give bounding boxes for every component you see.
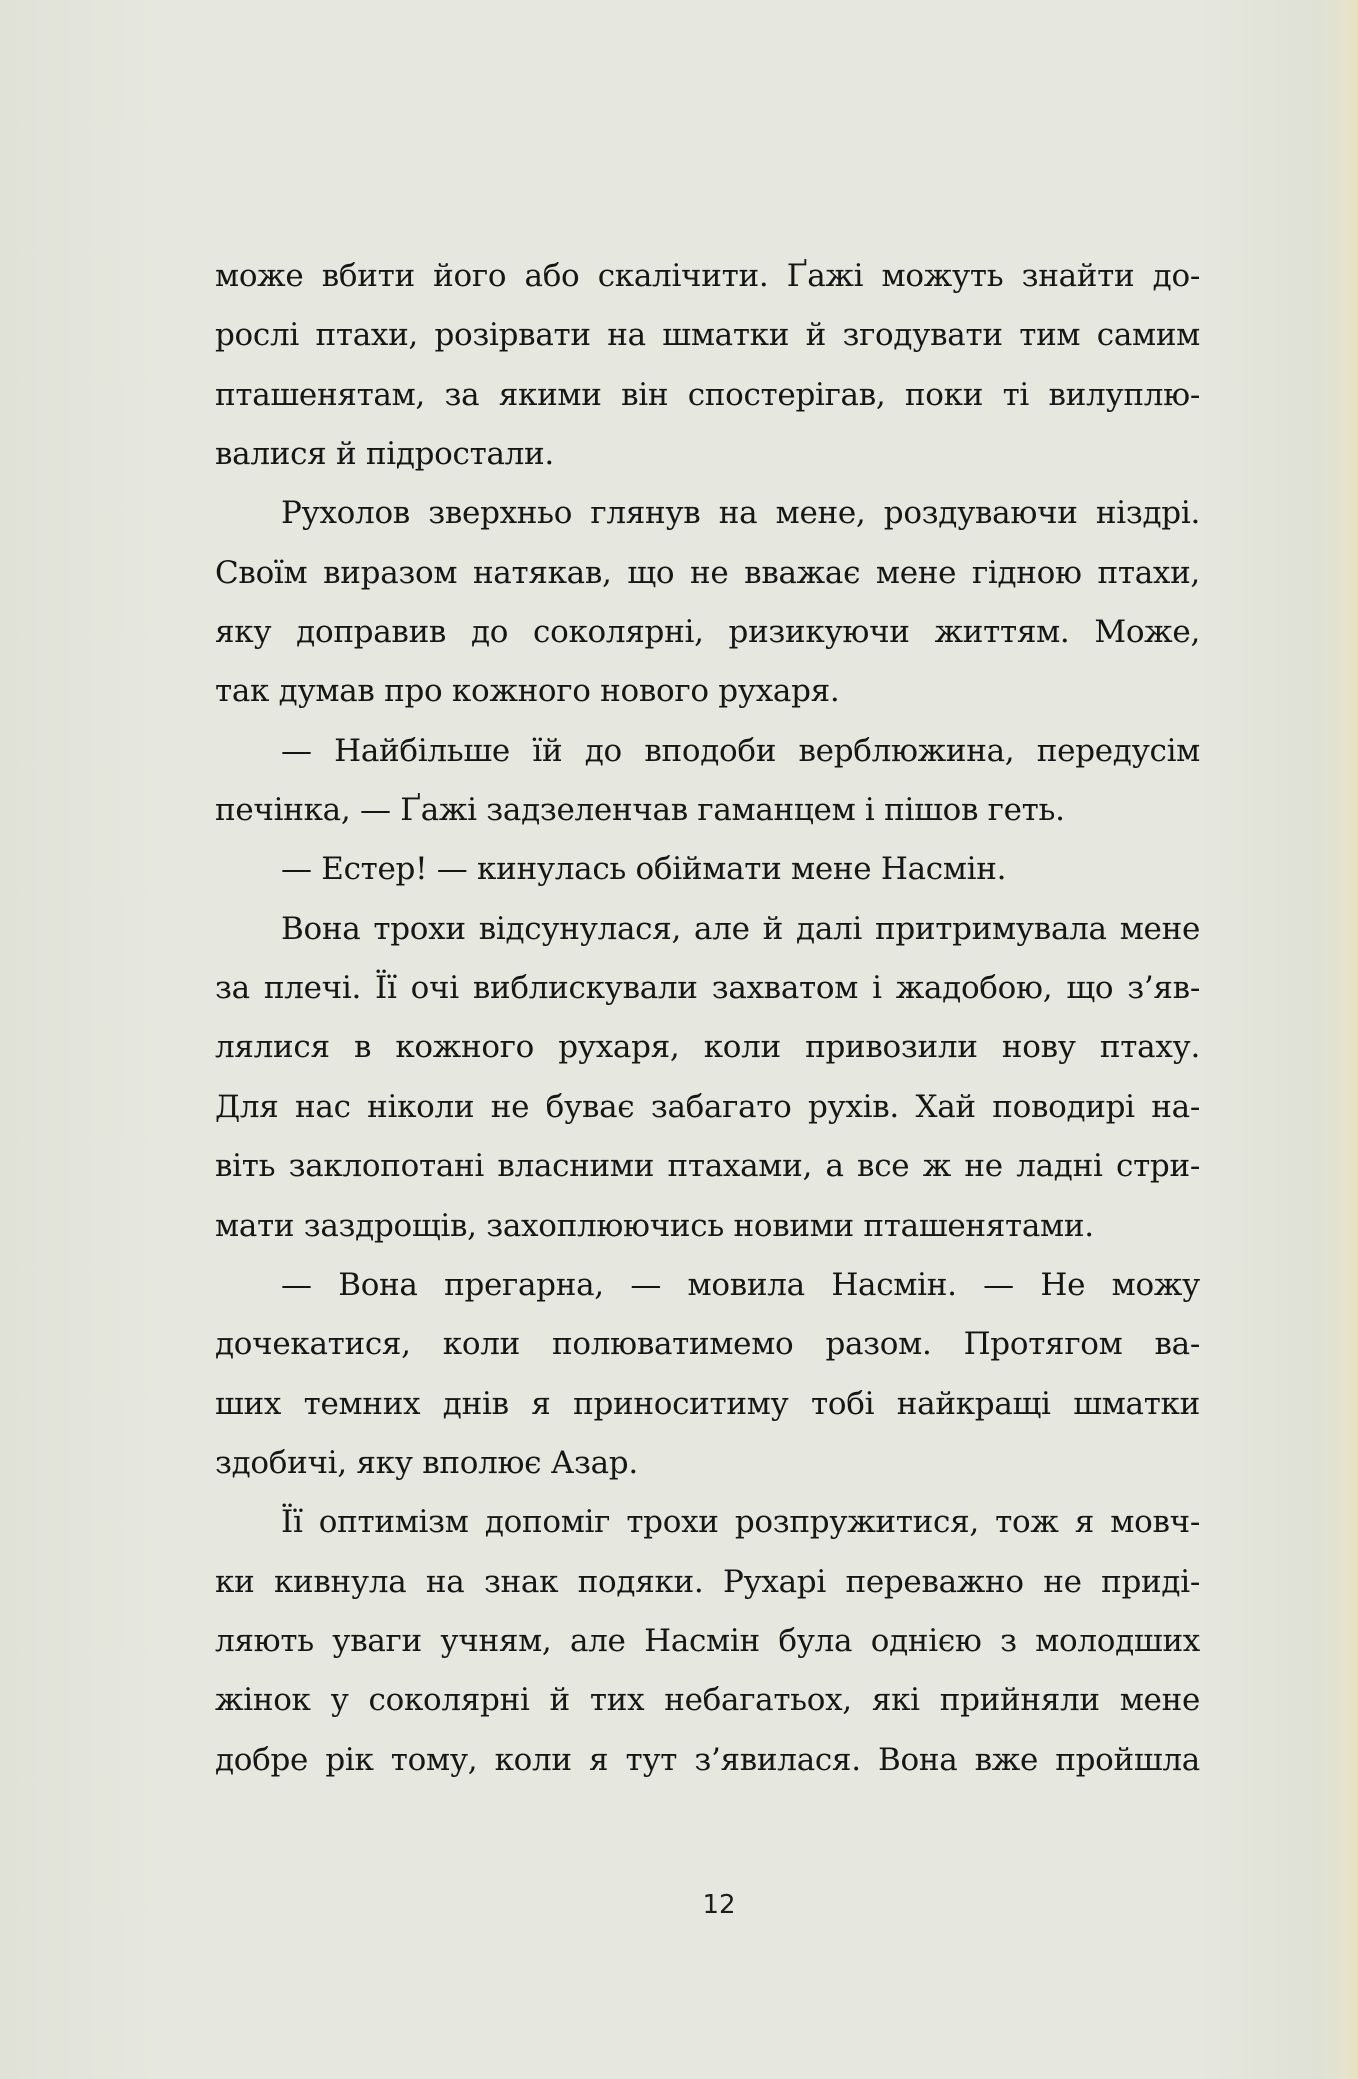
text-line: — Естер! — кинулась обіймати мене Насмін. xyxy=(281,851,1007,888)
text-line: Для нас ніколи не буває забагато рухів. Хай поводирі на- xyxy=(215,1088,1200,1125)
text-line: Вона трохи відсунулася, але й далі притримувала мене xyxy=(281,910,1200,947)
page-edge-shadow xyxy=(1338,0,1358,2079)
text-line: ляють уваги учням, але Насмін була однією з молодших xyxy=(215,1622,1200,1659)
text-line: добре рік тому, коли я тут з’явилася. Вона вже пройшла xyxy=(215,1741,1200,1778)
body-text xyxy=(215,247,1200,1790)
text-line: Рухолов зверхньо глянув на мене, роздуваючи ніздрі. xyxy=(281,495,1200,532)
text-line: жінок у соколярні й тих небагатьох, які прийняли мене xyxy=(215,1682,1200,1719)
text-line: валися й підростали. xyxy=(215,436,554,473)
text-line: ки кивнула на знак подяки. Рухарі переважно не приді- xyxy=(215,1563,1200,1600)
text-line: — Найбільше їй до вподоби верблюжина, передусім xyxy=(281,732,1200,769)
text-line: може вбити його або скалічити. Ґажі можуть знайти до- xyxy=(215,258,1200,294)
text-line: ших темних днів я приноситиму тобі найкращі шматки xyxy=(215,1385,1200,1422)
text-line: — Вона прегарна, — мовила Насмін. — Не можу xyxy=(281,1266,1200,1303)
text-line: яку доправив до соколярні, ризикуючи життям. Може, xyxy=(215,614,1200,651)
text-line: лялися в кожного рухаря, коли привозили нову птаху. xyxy=(215,1029,1200,1066)
text-line: Своїм виразом натякав, що не вважає мене гідною птахи, xyxy=(215,554,1200,591)
text-line: рослі птахи, розірвати на шматки й згодувати тим самим xyxy=(215,317,1200,354)
text-line: віть заклопотані власними птахами, а все ж не ладні стри- xyxy=(215,1148,1200,1185)
text-line: дочекатися, коли полюватимемо разом. Протягом ва- xyxy=(215,1326,1200,1363)
text-line: мати заздрощів, захоплюючись новими пташенятами. xyxy=(215,1207,1094,1244)
text-line: здобичі, яку вполює Азар. xyxy=(215,1444,638,1481)
text-line: Її оптимізм допоміг трохи розпружитися, тож я мовч- xyxy=(281,1504,1200,1541)
text-line: так думав про кожного нового рухаря. xyxy=(215,673,840,710)
page-number: 12 xyxy=(702,1890,736,1920)
text-line: пташенятам, за якими він спостерігав, поки ті вилуплю- xyxy=(215,376,1200,413)
text-line: за плечі. Її очі виблискували захватом і жадобою, що з’яв- xyxy=(215,970,1200,1007)
text-line: печінка, — Ґажі задзеленчав гаманцем і пішов геть. xyxy=(215,792,1065,829)
